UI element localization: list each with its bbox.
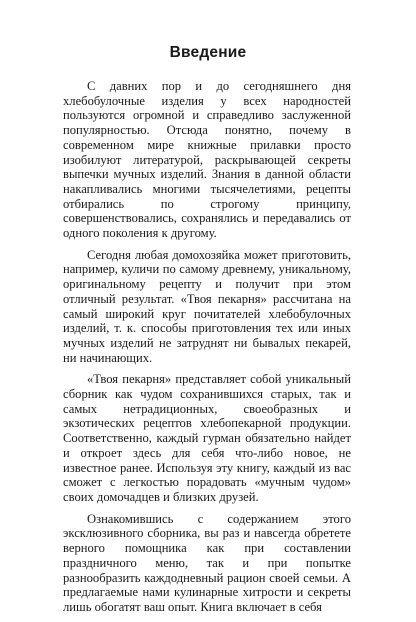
page-title: Введение	[169, 44, 247, 61]
paragraph-4: Ознакомившись с содержанием этого эксклюзивного сборника, вы раз и навсегда обретете верного помощника как при составлении праздничного меню, так и при попытке разнообразить каждодневный рацион своей семьи. А предлагаемые нами кулинарные хитрости и секреты лишь обогатят ваш опыт. Книга включает в себя	[63, 511, 351, 614]
body-text	[63, 79, 351, 622]
paragraph-1: С давних пор и до сегодняшнего дня хлебобулочные изделия у всех народностей пользуются огромной и справедливо заслуженной популярностью. Отсюда понятно, почему в современном мире книжные прилавки просто изобилуют литературой, раскрывающей секреты выпечки мучных изделий. Знания в данной области накапливались многими тысячелетиями, рецепты отбирались по строгому принципу, совершенствовались, сохранялись и передавались от одного поколения к другому.	[63, 79, 351, 241]
paragraph-2: Сегодня любая домохозяйка может приготовить, например, куличи по самому древнему, уникальному, оригинальному рецепту и получит при этом отличный результат. «Твоя пекарня» рассчитана на самый широкий круг почитателей хлебобулочных изделий, т. к. способы приготовления тех или иных мучных изделий не затруднят ни бывалых пекарей, ни начинающих.	[63, 247, 351, 365]
paragraph-3: «Твоя пекарня» представляет собой уникальный сборник как чудом сохранившихся старых, так и самых нетрадиционных, своеобразных и экзотических рецептов хлебопекарной продукции. Соответственно, каждый гурман обязательно найдет и откроет здесь для себя что-либо новое, не известное ранее. Используя эту книгу, каждый из вас сможет с легкостью порадовать «мучным чудом» своих домочадцев и близких друзей.	[63, 372, 351, 504]
